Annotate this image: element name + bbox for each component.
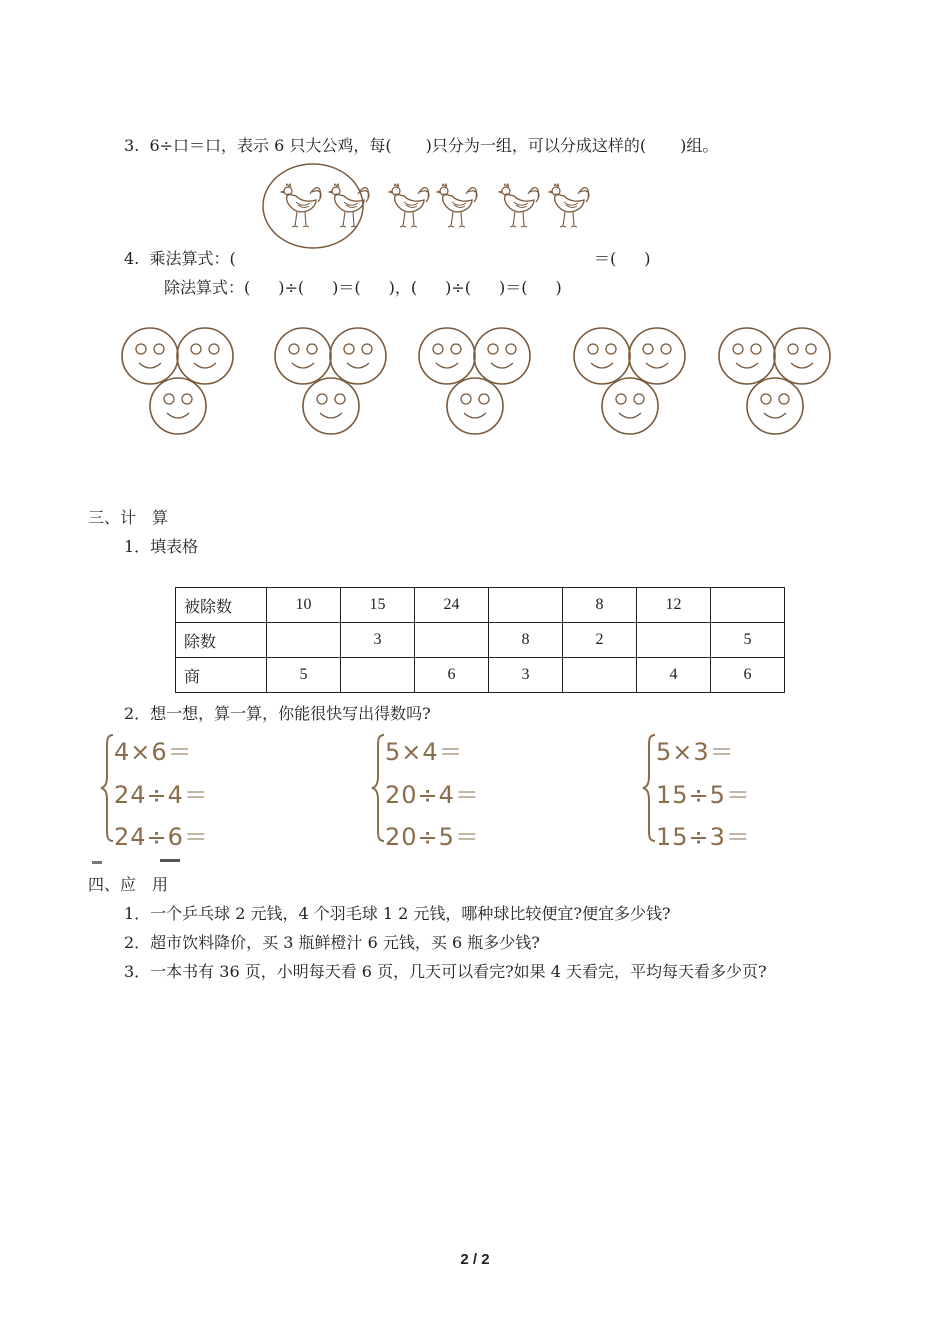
rooster-icon (281, 184, 321, 227)
rooster-icon (549, 184, 589, 227)
table-cell: 8 (489, 623, 563, 658)
smiley-face-icon (177, 328, 233, 384)
table-cell: 8 (563, 588, 637, 623)
smiley-group (574, 328, 685, 434)
row-header-dividend: 被除数 (176, 588, 267, 623)
section-3-title: 三、计 算 (88, 508, 169, 527)
question-4-division: 除法算式：( )÷( )＝( )，( )÷( )＝( ) (164, 278, 562, 297)
smiley-group (122, 328, 233, 434)
table-row (176, 623, 785, 658)
table-cell: 6 (711, 658, 785, 693)
equation: 15÷5＝ (656, 781, 751, 809)
table-cell: 3 (489, 658, 563, 693)
equation: 20÷5＝ (385, 823, 480, 851)
equation: 24÷6＝ (114, 823, 209, 851)
roosters-illustration (258, 162, 598, 252)
equation-group-2 (369, 732, 529, 850)
equation: 15÷3＝ (656, 823, 751, 851)
equation-group-1 (98, 732, 258, 850)
smiley-face-icon (774, 328, 830, 384)
problem-1: 1．一个乒乓球 2 元钱，4 个羽毛球 1 2 元钱，哪种球比较便宜?便宜多少钱? (124, 904, 671, 923)
smiley-face-icon (629, 328, 685, 384)
table-cell: 3 (341, 623, 415, 658)
table-cell: 6 (415, 658, 489, 693)
table-cell: 24 (415, 588, 489, 623)
table-cell-blank[interactable] (415, 623, 489, 658)
smiley-face-icon (150, 378, 206, 434)
scan-artifact (160, 859, 180, 862)
table-row (176, 588, 785, 623)
smiley-face-icon (275, 328, 331, 384)
question-3: 3. 6÷口＝口，表示 6 只大公鸡，每( )只分为一组，可以分成这样的( )组。 (124, 136, 719, 155)
section-3-item-1: 1．填表格 (124, 537, 199, 556)
question-3-number: 3. (124, 136, 140, 155)
question-4-multiplication: 4. 乘法算式：( (124, 249, 236, 268)
rooster-icon (329, 184, 369, 227)
table-cell-blank[interactable] (563, 658, 637, 693)
table-cell: 15 (341, 588, 415, 623)
section-3-item-2: 2．想一想，算一算，你能很快写出得数吗? (124, 704, 431, 723)
smiley-face-icon (419, 328, 475, 384)
section-4-title: 四、应 用 (88, 875, 169, 894)
smiley-face-icon (602, 378, 658, 434)
table-cell: 2 (563, 623, 637, 658)
smiley-face-icon (474, 328, 530, 384)
row-header-quotient: 商 (176, 658, 267, 693)
table-cell: 5 (267, 658, 341, 693)
smiley-face-icon (719, 328, 775, 384)
equation: 5×4＝ (385, 738, 464, 766)
smiley-face-icon (574, 328, 630, 384)
smiley-face-icon (303, 378, 359, 434)
equation: 24÷4＝ (114, 781, 209, 809)
table-row (176, 658, 785, 693)
smiley-face-icon (330, 328, 386, 384)
table-cell: 10 (267, 588, 341, 623)
smiley-group (275, 328, 386, 434)
rooster-icon (437, 184, 477, 227)
table-cell-blank[interactable] (267, 623, 341, 658)
smiley-faces-illustration (110, 322, 850, 447)
rooster-icon (389, 184, 429, 227)
equation: 4×6＝ (114, 738, 193, 766)
smiley-face-icon (122, 328, 178, 384)
table-cell: 12 (637, 588, 711, 623)
smiley-group (419, 328, 530, 434)
problem-3: 3．一本书有 36 页，小明每天看 6 页，几天可以看完?如果 4 天看完，平均每天看多少页? (124, 962, 767, 981)
equation: 20÷4＝ (385, 781, 480, 809)
table-cell-blank[interactable] (637, 623, 711, 658)
equation: 5×3＝ (656, 738, 735, 766)
table-cell-blank[interactable] (341, 658, 415, 693)
scan-artifact (92, 861, 102, 864)
equation-group-3 (640, 732, 800, 850)
smiley-face-icon (447, 378, 503, 434)
table-cell-blank[interactable] (489, 588, 563, 623)
rooster-icon (499, 184, 539, 227)
question-4-multiplication-result: ＝( ) (594, 249, 651, 268)
table-cell: 4 (637, 658, 711, 693)
smiley-group (719, 328, 830, 434)
row-header-divisor: 除数 (176, 623, 267, 658)
problem-2: 2．超市饮料降价，买 3 瓶鲜橙汁 6 元钱，买 6 瓶多少钱? (124, 933, 540, 952)
smiley-face-icon (747, 378, 803, 434)
table-cell-blank[interactable] (711, 588, 785, 623)
fill-in-table (175, 587, 785, 693)
table-cell: 5 (711, 623, 785, 658)
page-number: 2 / 2 (460, 1251, 490, 1268)
